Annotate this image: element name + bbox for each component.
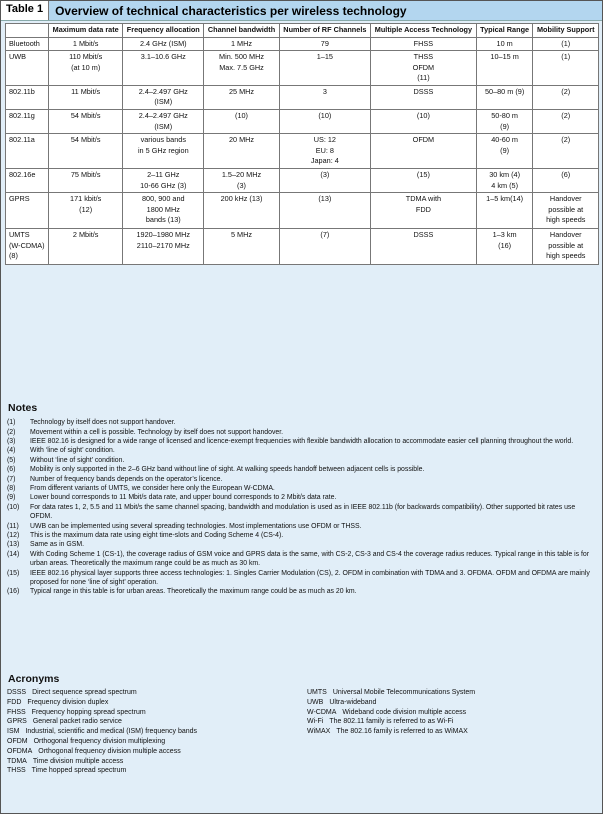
- note-number: (9): [7, 494, 16, 502]
- acronym-entry: [7, 708, 307, 718]
- table-cell: (10): [279, 110, 370, 134]
- table-cell: 2.4–2.497 GHz (ISM): [123, 110, 204, 134]
- acronym-abbr: UWB: [307, 698, 324, 706]
- table-cell: 11 Mbit/s: [49, 85, 123, 109]
- note-text: This is the maximum data rate using eight time-slots and Coding Scheme 4 (CS-4).: [30, 531, 284, 539]
- table-cell: 1–5 km(14): [476, 193, 533, 229]
- note-text: From different variants of UMTS, we consider here only the European W-CDMA.: [30, 485, 275, 492]
- acronym-definition: Orthogonal frequency division multiplexing: [33, 737, 166, 745]
- table-cell: 25 MHz: [204, 85, 279, 109]
- table-cell: Handover possible at high speeds: [533, 229, 599, 265]
- note-number: (2): [7, 428, 16, 436]
- acronym-entry: [307, 727, 597, 737]
- table-cell: 2 Mbit/s: [49, 229, 123, 265]
- acronym-definition: Time hopped spread spectrum: [31, 767, 127, 775]
- table-cell: (2): [533, 85, 599, 109]
- table-row: [6, 134, 599, 169]
- note-item: [7, 456, 597, 465]
- note-text: Number of frequency bands depends on the operator’s licence.: [30, 475, 223, 483]
- technology-cell: 802.16e: [6, 168, 49, 192]
- note-number: (12): [7, 531, 20, 539]
- notes-list: [7, 418, 597, 596]
- note-text: With ‘line of sight’ condition.: [30, 447, 115, 455]
- technology-cell: Bluetooth: [6, 37, 49, 51]
- note-item: [7, 428, 597, 437]
- table-cell: 5 MHz: [204, 229, 279, 265]
- note-number: (11): [7, 522, 19, 530]
- table-title-bar: [1, 1, 602, 21]
- acronym-abbr: GPRS: [7, 718, 27, 726]
- acronym-entry: [7, 757, 307, 767]
- note-number: (10): [7, 503, 20, 511]
- notes-section: [7, 401, 597, 597]
- acronym-abbr: FHSS: [7, 708, 26, 716]
- table-cell: FHSS: [371, 37, 477, 51]
- note-item: [7, 493, 597, 502]
- acronym-entry: [7, 717, 307, 727]
- table-cell: (13): [279, 193, 370, 229]
- table-cell: 1 Mbit/s: [49, 37, 123, 51]
- acronym-entry: [7, 737, 307, 747]
- note-number: (4): [7, 447, 16, 455]
- table-row: [6, 37, 599, 51]
- table-row: [6, 193, 599, 229]
- table-cell: OFDM: [371, 134, 477, 169]
- note-item: [7, 522, 597, 531]
- note-number: (15): [7, 569, 20, 577]
- acronym-definition: Frequency division duplex: [27, 698, 109, 706]
- acronym-definition: Orthogonal frequency division multiple access: [38, 747, 181, 755]
- acronym-entry: [307, 698, 597, 708]
- acronym-abbr: ISM: [7, 728, 20, 736]
- column-header: Maximum data rate: [49, 24, 123, 38]
- note-number: (7): [7, 475, 16, 483]
- technology-cell: 802.11b: [6, 85, 49, 109]
- note-item: [7, 437, 597, 446]
- table-cell: 110 Mbit/s (at 10 m): [49, 51, 123, 86]
- note-item: [7, 550, 597, 569]
- table-cell: 40-60 m (9): [476, 134, 533, 169]
- note-item: [7, 531, 597, 540]
- note-text: With Coding Scheme 1 (CS-1), the coverage radius of GSM voice and GPRS data is the same, with CS-2, CS-3 and CS-4 the coverage radius reduces. Typical range in this table is for urban areas. Theoretically the maximum range could be as much as 30 km.: [30, 550, 590, 568]
- table-cell: 1–3 km (16): [476, 229, 533, 265]
- acronym-definition: The 802.16 family is referred to as WiMAX: [336, 728, 468, 736]
- note-item: [7, 503, 597, 522]
- acronym-abbr: Wi-Fi: [307, 718, 324, 726]
- table-title: Overview of technical characteristics per wireless technology: [55, 4, 407, 18]
- column-header: Channel bandwidth: [204, 24, 279, 38]
- acronym-entry: [7, 747, 307, 757]
- acronym-abbr: DSSS: [7, 689, 27, 696]
- table-cell: 79: [279, 37, 370, 51]
- note-number: (6): [7, 466, 16, 474]
- table-cell: 10 m: [476, 37, 533, 51]
- acronym-definition: Universal Mobile Telecommunications System: [332, 689, 476, 696]
- table-cell: DSSS: [371, 229, 477, 265]
- technology-cell: GPRS: [6, 193, 49, 229]
- acronym-entry: [307, 717, 597, 727]
- table-cell: TDMA with FDD: [371, 193, 477, 229]
- column-header: Mobility Support: [533, 24, 599, 38]
- table-body: [6, 37, 599, 265]
- table-cell: (10): [204, 110, 279, 134]
- note-number: (13): [7, 541, 20, 549]
- note-item: [7, 569, 597, 588]
- table-cell: 30 km (4) 4 km (5): [476, 168, 533, 192]
- technology-cell: 802.11g: [6, 110, 49, 134]
- table-cell: (1): [533, 37, 599, 51]
- characteristics-table: [5, 23, 599, 265]
- note-number: (1): [7, 419, 16, 427]
- note-text: IEEE 802.16 physical layer supports three access technologies: 1. Singles Carrier Modulation (CS), 2. OFDM in combination with TDMA and 3. OFDMA. OFDM and OFDMA are mainly proposed for none ‘line of sight’ operation.: [30, 569, 590, 586]
- acronym-abbr: TDMA: [7, 757, 27, 765]
- table-row: [6, 110, 599, 134]
- table-cell: Min. 500 MHz Max. 7.5 GHz: [204, 51, 279, 86]
- technology-cell: UMTS (W-CDMA) (8): [6, 229, 49, 265]
- note-number: (8): [7, 485, 16, 492]
- acronym-definition: Industrial, scientific and medical (ISM) frequency bands: [25, 728, 198, 736]
- table-cell: (10): [371, 110, 477, 134]
- table-cell: 800, 900 and 1800 MHz bands (13): [123, 193, 204, 229]
- column-header: Frequency allocation: [123, 24, 204, 38]
- table-cell: 2.4 GHz (ISM): [123, 37, 204, 51]
- table-row: [6, 229, 599, 265]
- table-cell: 2–11 GHz 10-66 GHz (3): [123, 168, 204, 192]
- note-text: Movement within a cell is possible. Technology by itself does not support handover.: [30, 428, 284, 436]
- note-text: UWB can be implemented using several spreading technologies. Most implementations use OFDM or THSS.: [30, 522, 362, 530]
- table-cell: 20 MHz: [204, 134, 279, 169]
- note-number: (14): [7, 550, 20, 558]
- notes-heading: Notes: [8, 402, 38, 414]
- note-number: (5): [7, 456, 16, 464]
- acronyms-left-column: [7, 688, 307, 776]
- acronym-definition: General packet radio service: [32, 718, 122, 726]
- table-cell: 3.1–10.6 GHz: [123, 51, 204, 86]
- table-cell: 50-80 m (9): [476, 110, 533, 134]
- note-text: Technology by itself does not support handover.: [30, 419, 176, 427]
- acronym-entry: [7, 688, 307, 698]
- table-cell: 2.4–2.497 GHz (ISM): [123, 85, 204, 109]
- note-item: [7, 446, 597, 455]
- acronym-definition: Direct sequence spread spectrum: [32, 689, 137, 696]
- table-cell: 1 MHz: [204, 37, 279, 51]
- note-item: [7, 587, 597, 596]
- acronym-definition: Frequency hopping spread spectrum: [31, 708, 146, 716]
- table-cell: 75 Mbit/s: [49, 168, 123, 192]
- table-number-tag: Table 1: [1, 1, 49, 20]
- table-cell: (1): [533, 51, 599, 86]
- column-header: [6, 24, 49, 38]
- acronym-abbr: WiMAX: [307, 728, 331, 736]
- note-text: IEEE 802.16 is designed for a wide range of licensed and licence-exempt frequencies with flexible bandwidth allocation to accommodate easier cell planning throughout the world.: [30, 438, 574, 446]
- table-header-row: [6, 24, 599, 38]
- technology-cell: UWB: [6, 51, 49, 86]
- acronym-entry: [307, 688, 597, 698]
- note-text: Without ‘line of sight’ condition.: [30, 456, 125, 464]
- table-cell: 1.5–20 MHz (3): [204, 168, 279, 192]
- table-cell: 171 kbit/s (12): [49, 193, 123, 229]
- note-text: Same as in GSM.: [30, 541, 84, 549]
- table-cell: 54 Mbit/s: [49, 134, 123, 169]
- note-item: [7, 484, 597, 493]
- acronyms-section: [7, 673, 597, 776]
- column-header: Number of RF Channels: [279, 24, 370, 38]
- table-cell: (15): [371, 168, 477, 192]
- table-cell: 3: [279, 85, 370, 109]
- table-cell: Handover possible at high speeds: [533, 193, 599, 229]
- table-row: [6, 168, 599, 192]
- note-number: (16): [7, 588, 20, 596]
- table-cell: 200 kHz (13): [204, 193, 279, 229]
- acronym-definition: The 802.11 family is referred to as Wi-Fi: [329, 718, 454, 726]
- acronym-definition: Wideband code division multiple access: [342, 708, 467, 716]
- table-cell: US: 12 EU: 8 Japan: 4: [279, 134, 370, 169]
- note-text: Lower bound corresponds to 11 Mbit/s data rate, and upper bound corresponds to 2 Mbit/s data rate.: [30, 494, 337, 502]
- acronym-entry: [7, 698, 307, 708]
- acronym-abbr: OFDMA: [7, 747, 33, 755]
- table-cell: 50–80 m (9): [476, 85, 533, 109]
- technology-cell: 802.11a: [6, 134, 49, 169]
- table-cell: 54 Mbit/s: [49, 110, 123, 134]
- acronym-abbr: OFDM: [7, 737, 28, 745]
- note-text: For data rates 1, 2, 5.5 and 11 Mbit/s the same channel spacing, bandwidth and modulation is used as in IEEE 802.11b (for backwards compatibility). Other supported bit rates use OFDM.: [30, 503, 576, 521]
- acronym-abbr: THSS: [7, 767, 26, 775]
- table-cell: THSS OFDM (11): [371, 51, 477, 86]
- table-cell: (2): [533, 134, 599, 169]
- column-header: Typical Range: [476, 24, 533, 38]
- table-cell: (3): [279, 168, 370, 192]
- note-item: [7, 465, 597, 474]
- note-item: [7, 418, 597, 427]
- note-number: (3): [7, 438, 16, 446]
- acronym-definition: Time division multiple access: [32, 757, 124, 765]
- acronym-entry: [307, 708, 597, 718]
- acronym-abbr: FDD: [7, 698, 22, 706]
- note-text: Typical range in this table is for urban areas. Theoretically the maximum range could be as much as 20 km.: [30, 588, 357, 596]
- note-text: Mobility is only supported in the 2–6 GHz band without line of sight. At walking speeds handoff between adjacent cells is possible.: [30, 466, 425, 474]
- table-cell: various bands in 5 GHz region: [123, 134, 204, 169]
- table-row: [6, 51, 599, 86]
- table-cell: (2): [533, 110, 599, 134]
- acronyms-heading: Acronyms: [8, 673, 60, 685]
- column-header: Multiple Access Technology: [371, 24, 477, 38]
- acronym-entry: [7, 766, 307, 776]
- table-cell: (7): [279, 229, 370, 265]
- acronym-definition: Ultra-wideband: [329, 698, 377, 706]
- note-item: [7, 540, 597, 549]
- table-cell: 1920–1980 MHz 2110–2170 MHz: [123, 229, 204, 265]
- acronym-abbr: W-CDMA: [307, 708, 337, 716]
- note-item: [7, 475, 597, 484]
- table-cell: 1–15: [279, 51, 370, 86]
- acronym-entry: [7, 727, 307, 737]
- table-cell: (6): [533, 168, 599, 192]
- table-cell: DSSS: [371, 85, 477, 109]
- table-row: [6, 85, 599, 109]
- acronyms-right-column: [307, 688, 597, 776]
- table-cell: 10–15 m: [476, 51, 533, 86]
- acronym-abbr: UMTS: [307, 689, 327, 696]
